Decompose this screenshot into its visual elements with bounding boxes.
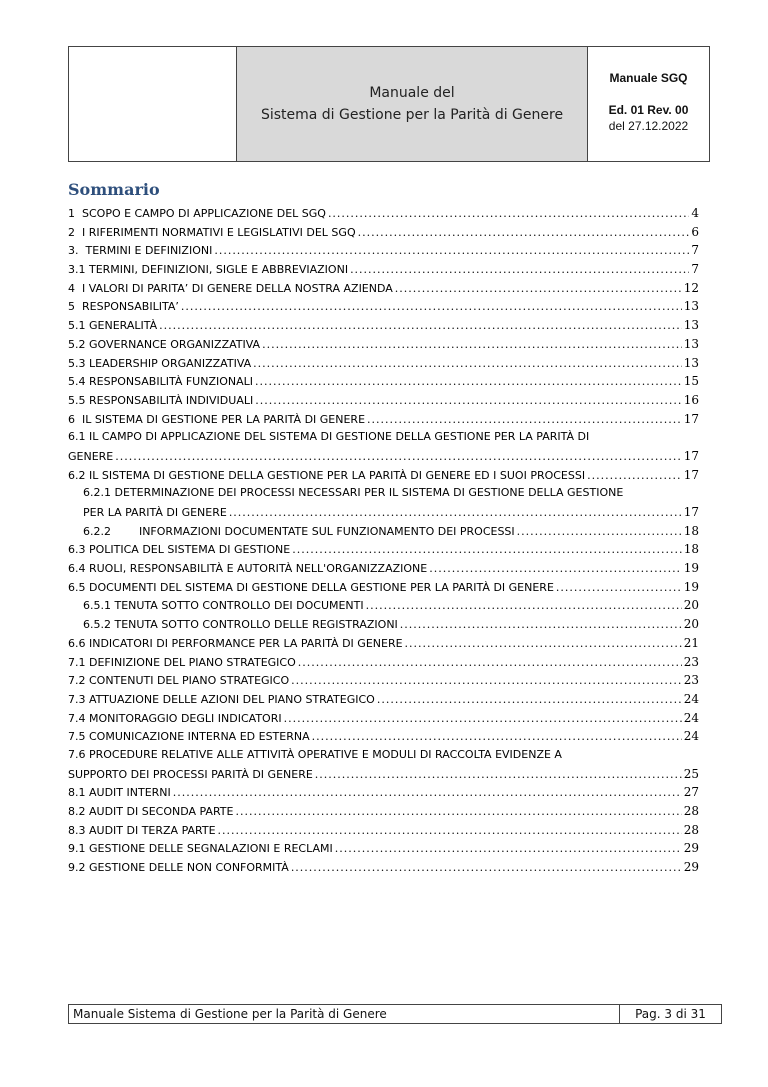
- toc-page-number: 23: [683, 654, 699, 669]
- toc-dot-leader: [366, 597, 682, 615]
- toc-dot-leader: [377, 691, 682, 709]
- toc-entry[interactable]: [68, 765, 699, 784]
- toc-entry[interactable]: [68, 802, 699, 821]
- footer-doc-title: Manuale Sistema di Gestione per la Parità di Genere: [69, 1005, 620, 1023]
- toc-entry-label: 9.1 GESTIONE DELLE SEGNALAZIONI E RECLAMI: [68, 842, 333, 856]
- toc-entry-label: 6.6 INDICATORI DI PERFORMANCE PER LA PARITÀ DI GENERE: [68, 636, 403, 650]
- toc-dot-leader: [312, 728, 682, 746]
- toc-entry[interactable]: [68, 223, 699, 242]
- toc-page-number: 7: [691, 262, 699, 277]
- toc-page-number: 13: [683, 318, 699, 333]
- header-meta: [588, 47, 709, 161]
- toc-entry[interactable]: [68, 260, 699, 279]
- toc-entry-label: 5.3 LEADERSHIP ORGANIZZATIVA: [68, 356, 252, 370]
- toc-entry[interactable]: [68, 447, 699, 466]
- toc-entry[interactable]: [68, 671, 699, 690]
- toc-entry-label: GENERE: [68, 449, 114, 463]
- toc-entry[interactable]: [68, 335, 699, 354]
- header-title-line1: Manuale del: [369, 85, 455, 101]
- toc-dot-leader: [328, 205, 689, 223]
- toc-entry[interactable]: [68, 316, 699, 335]
- header-title-line2: Sistema di Gestione per la Parità di Genere: [260, 107, 564, 123]
- toc-dot-leader: [159, 317, 682, 335]
- toc-page-number: 13: [683, 336, 699, 351]
- toc-entry-label: 2 I RIFERIMENTI NORMATIVI E LEGISLATIVI DEL SGQ: [68, 225, 356, 239]
- toc-entry[interactable]: [68, 615, 699, 634]
- toc-entry-label: 6.5.1 TENUTA SOTTO CONTROLLO DEI DOCUMENTI: [83, 599, 364, 613]
- toc-dot-leader: [358, 224, 690, 242]
- toc-dot-leader: [429, 560, 681, 578]
- toc-dot-leader: [400, 616, 682, 634]
- toc-page-number: 17: [683, 448, 699, 463]
- toc-page-number: 28: [683, 822, 699, 837]
- toc-entry-label: 7.1 DEFINIZIONE DEL PIANO STRATEGICO: [68, 655, 296, 669]
- toc-entry-label: 5.2 GOVERNANCE ORGANIZZATIVA: [68, 337, 261, 351]
- toc-dot-leader: [556, 579, 682, 597]
- toc-entry-label: 9.2 GESTIONE DELLE NON CONFORMITÀ: [68, 861, 289, 875]
- toc-entry-label: 7.4 MONITORAGGIO DEGLI INDICATORI: [68, 711, 282, 725]
- toc-page-number: 16: [683, 392, 699, 407]
- toc-dot-leader: [291, 672, 682, 690]
- toc-page-number: 24: [683, 691, 699, 706]
- toc-page-number: 17: [683, 505, 699, 519]
- toc-entry[interactable]: [68, 204, 699, 223]
- toc-page-number: 7: [691, 243, 699, 258]
- toc-entry[interactable]: [68, 540, 699, 559]
- toc-entry[interactable]: [68, 241, 699, 260]
- toc-page-number: 18: [683, 542, 699, 557]
- toc-dot-leader: [235, 803, 681, 821]
- toc-dot-leader: [181, 298, 682, 316]
- toc-entry-label[interactable]: 7.6 PROCEDURE RELATIVE ALLE ATTIVITÀ OPERATIVE E MODULI DI RACCOLTA EVIDENZE A: [68, 747, 562, 761]
- toc-page-number: 25: [683, 766, 699, 781]
- toc-entry-label: 6 IL SISTEMA DI GESTIONE PER LA PARITÀ DI GENERE: [68, 412, 366, 426]
- toc-page-number: 19: [683, 561, 699, 576]
- toc-page-number: 19: [683, 579, 699, 594]
- toc-entry-label: SUPPORTO DEI PROCESSI PARITÀ DI GENERE: [68, 767, 313, 781]
- toc-entry[interactable]: [68, 522, 699, 541]
- toc-entry-label: 7.5 COMUNICAZIONE INTERNA ED ESTERNA: [68, 730, 310, 744]
- toc-entry[interactable]: [68, 727, 699, 746]
- toc-entry[interactable]: [68, 372, 699, 391]
- toc-heading: Sommario: [68, 180, 160, 199]
- toc-page-number: 17: [683, 411, 699, 426]
- toc-entry[interactable]: [68, 279, 699, 298]
- toc-page-number: 29: [683, 841, 699, 856]
- toc-entry[interactable]: [68, 391, 699, 410]
- toc-page-number: 13: [683, 299, 699, 314]
- toc-page-number: 23: [683, 673, 699, 688]
- toc-entry-label: 1 SCOPO E CAMPO DI APPLICAZIONE DEL SGQ: [68, 207, 326, 220]
- header-title: [237, 47, 588, 161]
- toc-page-number: 20: [683, 598, 699, 613]
- toc-entry-label: 3. TERMINI E DEFINIZIONI: [68, 244, 213, 258]
- toc-entry[interactable]: [68, 634, 699, 653]
- toc-dot-leader: [298, 654, 682, 672]
- toc-entry-label: PER LA PARITÀ DI GENERE: [83, 506, 227, 519]
- toc-dot-leader: [405, 635, 682, 653]
- toc-entry[interactable]: [68, 783, 699, 802]
- doc-type-label: Manuale SGQ: [609, 71, 688, 85]
- toc-page-number: 29: [683, 860, 699, 875]
- toc-entry-label: 5.4 RESPONSABILITÀ FUNZIONALI: [68, 375, 254, 389]
- toc-entry-label: 3.1 TERMINI, DEFINIZIONI, SIGLE E ABBREVIAZIONI: [68, 263, 349, 277]
- toc-entry-label: 5 RESPONSABILITA’: [68, 300, 179, 314]
- toc-dot-leader: [350, 261, 689, 279]
- toc-entry-label: 6.3 POLITICA DEL SISTEMA DI GESTIONE: [68, 543, 291, 557]
- footer-page-number: Pag. 3 di 31: [635, 1007, 706, 1021]
- logo-area: [69, 47, 237, 161]
- toc-entry-label: 8.3 AUDIT DI TERZA PARTE: [68, 823, 216, 837]
- toc-dot-leader: [367, 411, 682, 429]
- toc-entry-label: 6.4 RUOLI, RESPONSABILITÀ E AUTORITÀ NELL'ORGANIZZAZIONE: [68, 562, 428, 576]
- toc-dot-leader: [517, 523, 682, 541]
- toc-dot-leader: [587, 467, 682, 485]
- toc-entry[interactable]: [68, 596, 699, 615]
- toc-entry-label: 7.3 ATTUAZIONE DELLE AZIONI DEL PIANO STRATEGICO: [68, 692, 375, 706]
- toc-dot-leader: [253, 355, 682, 373]
- toc-dot-leader: [218, 822, 682, 840]
- toc-page-number: 15: [683, 374, 699, 389]
- toc-entry-label: 6.5.2 TENUTA SOTTO CONTROLLO DELLE REGISTRAZIONI: [83, 618, 398, 632]
- toc-page-number: 12: [683, 280, 699, 295]
- toc-entry[interactable]: [68, 297, 699, 316]
- toc-entry-label: 4 I VALORI DI PARITA’ DI GENERE DELLA NOSTRA AZIENDA: [68, 281, 393, 295]
- toc-page-number: 24: [683, 710, 699, 725]
- toc-entry-label: 5.5 RESPONSABILITÀ INDIVIDUALI: [68, 393, 254, 407]
- toc-page-number: 20: [683, 617, 699, 632]
- toc-entry-label: 6.5 DOCUMENTI DEL SISTEMA DI GESTIONE DELLA GESTIONE PER LA PARITÀ DI GENERE: [68, 580, 554, 594]
- toc-entry[interactable]: [68, 839, 699, 858]
- toc-entry[interactable]: [68, 709, 699, 728]
- toc-entry[interactable]: [68, 410, 699, 429]
- toc-entry[interactable]: [68, 503, 699, 522]
- table-of-contents: [68, 204, 699, 877]
- toc-dot-leader: [173, 784, 682, 802]
- toc-dot-leader: [262, 336, 682, 354]
- toc-page-number: 17: [683, 467, 699, 482]
- toc-page-number: 18: [683, 523, 699, 538]
- toc-entry[interactable]: [68, 354, 699, 373]
- toc-page-number: 24: [683, 729, 699, 744]
- toc-dot-leader: [255, 373, 682, 391]
- edition-label: Ed. 01 Rev. 00: [608, 103, 689, 117]
- page-footer: [68, 1004, 722, 1024]
- toc-dot-leader: [115, 448, 681, 466]
- toc-page-number: 21: [683, 635, 699, 650]
- toc-dot-leader: [292, 541, 681, 559]
- toc-dot-leader: [335, 840, 682, 858]
- toc-entry[interactable]: [68, 466, 699, 485]
- toc-page-number: 4: [691, 206, 699, 220]
- toc-dot-leader: [291, 859, 682, 877]
- toc-entry[interactable]: [68, 578, 699, 597]
- toc-page-number: 28: [683, 804, 699, 818]
- document-header: [68, 46, 710, 162]
- toc-entry[interactable]: [68, 690, 699, 709]
- toc-dot-leader: [255, 392, 681, 410]
- toc-entry-label: 8.2 AUDIT DI SECONDA PARTE: [68, 805, 234, 818]
- toc-page-number: 27: [683, 785, 699, 800]
- toc-dot-leader: [395, 280, 682, 298]
- toc-entry[interactable]: [68, 858, 699, 877]
- toc-entry-label: 8.1 AUDIT INTERNI: [68, 786, 171, 800]
- toc-entry-label[interactable]: 6.2.1 DETERMINAZIONE DEI PROCESSI NECESSARI PER IL SISTEMA DI GESTIONE DELLA GESTIONE: [83, 486, 624, 500]
- toc-dot-leader: [229, 504, 682, 522]
- date-label: del 27.12.2022: [608, 119, 689, 133]
- toc-entry[interactable]: [68, 821, 699, 840]
- toc-entry-label: 5.1 GENERALITÀ: [68, 319, 158, 333]
- toc-entry-label: 6.2 IL SISTEMA DI GESTIONE DELLA GESTIONE PER LA PARITÀ DI GENERE ED I SUOI PROCESSI: [68, 468, 586, 482]
- toc-page-number: 13: [683, 355, 699, 370]
- toc-entry-label: 7.2 CONTENUTI DEL PIANO STRATEGICO: [68, 674, 290, 688]
- toc-entry-label: 6.2.2 INFORMAZIONI DOCUMENTATE SUL FUNZIONAMENTO DEI PROCESSI: [83, 524, 515, 538]
- toc-dot-leader: [315, 766, 682, 784]
- toc-entry[interactable]: [68, 653, 699, 672]
- toc-entry[interactable]: [68, 559, 699, 578]
- toc-dot-leader: [284, 710, 682, 728]
- toc-entry-label[interactable]: 6.1 IL CAMPO DI APPLICAZIONE DEL SISTEMA DI GESTIONE DELLA GESTIONE PER LA PARITÀ DI: [68, 430, 590, 444]
- toc-page-number: 6: [691, 224, 699, 239]
- toc-dot-leader: [214, 242, 689, 260]
